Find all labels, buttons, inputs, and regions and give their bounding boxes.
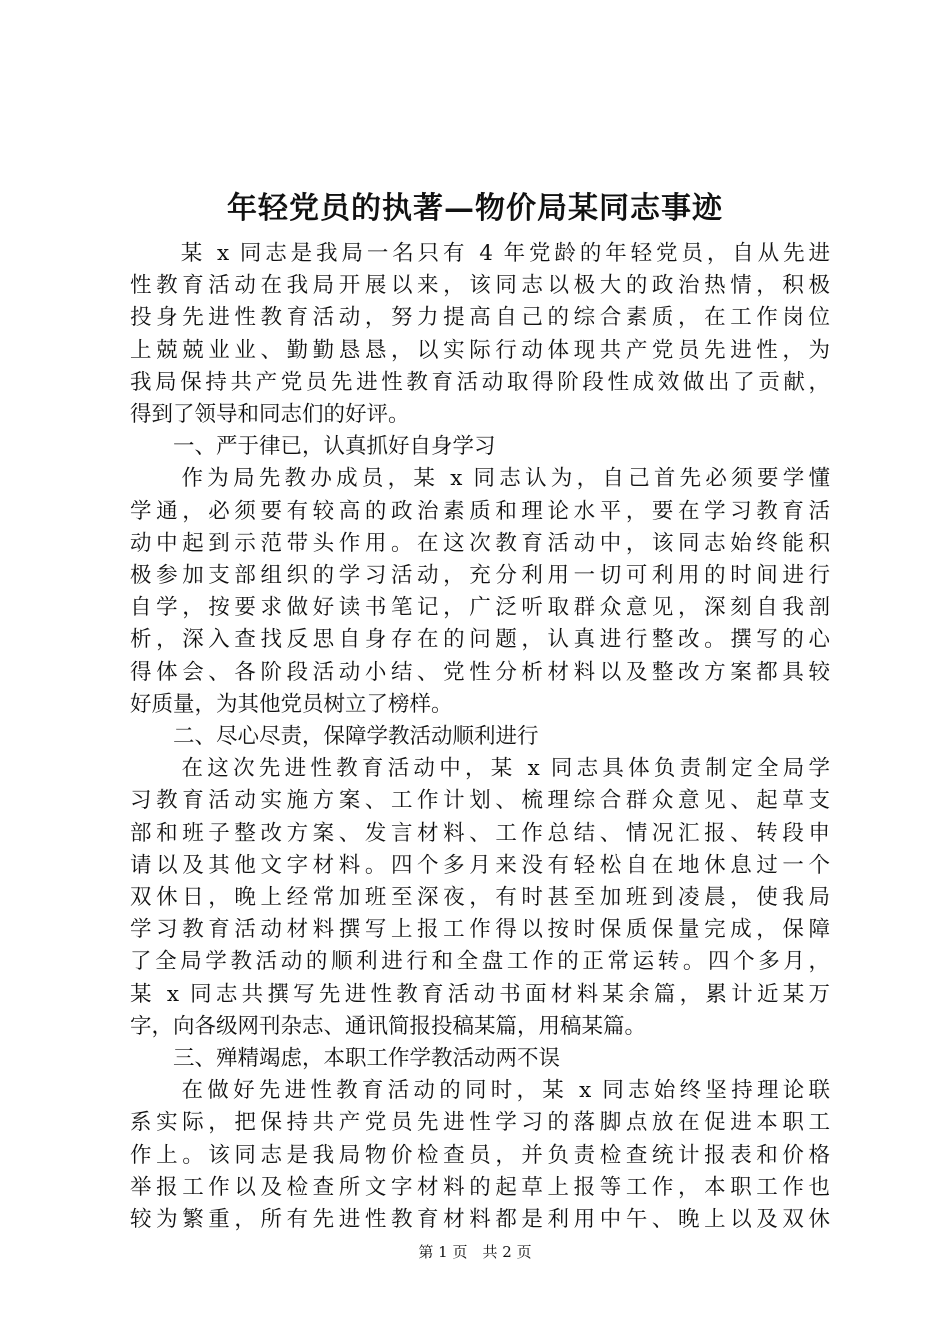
section-heading: 三、殚精竭虑，本职工作学教活动两不误 — [130, 1046, 561, 1072]
section-heading: 一、严于律已，认真抓好自身学习 — [130, 434, 496, 460]
body-line: 自学，按要求做好读书笔记，广泛听取群众意见，深刻自我剖 — [130, 595, 830, 621]
body-line: 得体会、各阶段活动小结、党性分析材料以及整改方案都具较 — [130, 659, 830, 685]
body-line: 某 x 同志是我局一名只有 4 年党龄的年轻党员，自从先进 — [130, 241, 830, 266]
body-line: 学通，必须要有较高的政治素质和理论水平，要在学习教育活 — [130, 498, 830, 524]
body-line: 系实际，把保持共产党员先进性学习的落脚点放在促进本职工 — [130, 1110, 830, 1136]
body-line: 学习教育活动材料撰写上报工作得以按时保质保量完成，保障 — [130, 917, 830, 943]
body-line: 双休日，晚上经常加班至深夜，有时甚至加班到凌晨，使我局 — [130, 885, 830, 911]
document-body — [130, 238, 830, 1236]
page-footer: 第 1 页 共 2 页 — [418, 1243, 532, 1261]
body-line: 作为局先教办成员，某 x 同志认为，自己首先必须要学懂 — [130, 466, 830, 492]
body-line: 在做好先进性教育活动的同时，某 x 同志始终坚持理论联 — [130, 1078, 830, 1104]
section-heading: 二、尽心尽责，保障学教活动顺利进行 — [130, 724, 539, 750]
body-line: 了全局学教活动的顺利进行和全盘工作的正常运转。四个多月， — [130, 949, 830, 975]
body-line: 极参加支部组织的学习活动，充分利用一切可利用的时间进行 — [130, 563, 830, 589]
body-line: 好质量，为其他党员树立了榜样。 — [130, 691, 453, 717]
body-line: 举报工作以及检查所文字材料的起草上报等工作，本职工作也 — [130, 1174, 830, 1200]
body-line: 析，深入查找反思自身存在的问题，认真进行整改。撰写的心 — [130, 627, 830, 653]
body-line: 某 x 同志共撰写先进性教育活动书面材料某余篇，累计近某万 — [130, 981, 830, 1007]
body-line: 作上。该同志是我局物价检查员，并负责检查统计报表和价格 — [130, 1142, 830, 1168]
body-line: 部和班子整改方案、发言材料、工作总结、情况汇报、转段申 — [130, 820, 830, 846]
body-line: 字，向各级网刊杂志、通讯简报投稿某篇，用稿某篇。 — [130, 1013, 647, 1039]
body-line: 习教育活动实施方案、工作计划、梳理综合群众意见、起草支 — [130, 788, 830, 814]
body-line: 投身先进性教育活动，努力提高自己的综合素质，在工作岗位 — [130, 305, 830, 331]
document-title: 年轻党员的执著—物价局某同志事迹 — [227, 191, 723, 226]
body-line: 在这次先进性教育活动中，某 x 同志具体负责制定全局学 — [130, 756, 830, 782]
body-line: 上兢兢业业、勤勤恳恳，以实际行动体现共产党员先进性，为 — [130, 337, 830, 363]
body-line: 较为繁重，所有先进性教育材料都是利用中午、晚上以及双休 — [130, 1207, 830, 1233]
body-line: 性教育活动在我局开展以来，该同志以极大的政治热情，积极 — [130, 273, 830, 299]
body-line: 我局保持共产党员先进性教育活动取得阶段性成效做出了贡献， — [130, 369, 830, 395]
body-line: 得到了领导和同志们的好评。 — [130, 402, 410, 428]
body-line: 动中起到示范带头作用。在这次教育活动中，该同志始终能积 — [130, 530, 830, 556]
body-line: 请以及其他文字材料。四个多月来没有轻松自在地休息过一个 — [130, 852, 830, 878]
